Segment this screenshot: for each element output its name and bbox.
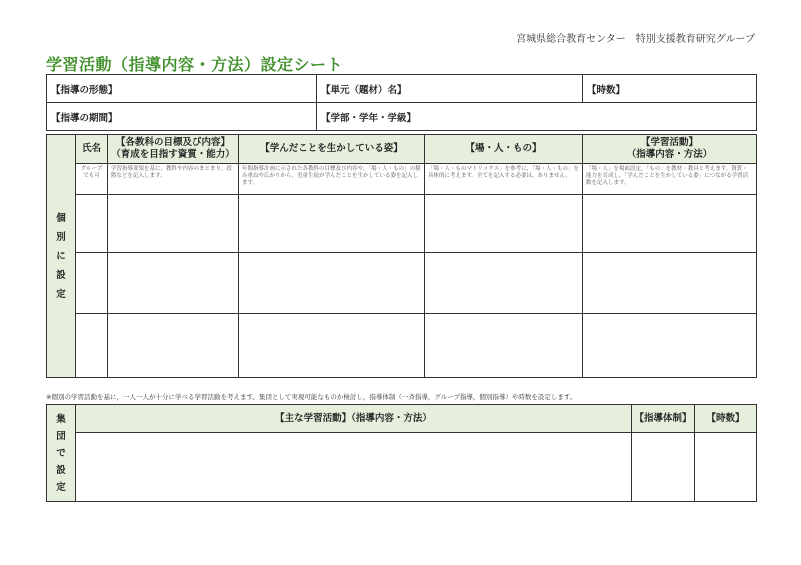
group-setting-table bbox=[46, 404, 757, 502]
learned-cell[interactable] bbox=[239, 314, 425, 378]
place-cell[interactable] bbox=[425, 195, 583, 253]
info-table bbox=[46, 74, 757, 131]
name-cell[interactable] bbox=[76, 314, 108, 378]
goals-hint: 学習指導要領を基に，教科や内容のまとまり，段階などを記入します。 bbox=[108, 164, 239, 195]
place-person-thing-header: 【場・人・もの】 bbox=[425, 135, 583, 164]
individual-setting-table bbox=[46, 134, 757, 378]
name-hint: グループでも可 bbox=[76, 164, 108, 195]
name-cell[interactable] bbox=[76, 253, 108, 314]
guidance-system-header: 【指導体制】 bbox=[632, 405, 695, 433]
place-cell[interactable] bbox=[425, 253, 583, 314]
name-cell[interactable] bbox=[76, 195, 108, 253]
learned-hint: 年間指導計画に示された各教科の目標及び内容や，「場・人・もの」の積み重ねや広がりから，児童生徒が学んだことを生かしている姿を記入します。 bbox=[239, 164, 425, 195]
table-row bbox=[47, 314, 757, 378]
learning-activity-header: 【学習活動】 （指導内容・方法） bbox=[583, 135, 757, 164]
main-activity-header: 【主な学習活動】（指導内容・方法） bbox=[76, 405, 632, 433]
instruction-note: ※個別の学習活動を基に，一人一人が十分に学べる学習活動を考えます。集団として実現可能なものか検討し，指導体制（一斉指導，グループ指導，個別指導）や時数を設定します。 bbox=[46, 393, 577, 401]
individual-side-label: 個 別 に 設 定 bbox=[47, 135, 76, 378]
group-hours-cell[interactable] bbox=[695, 433, 757, 502]
table-row bbox=[47, 253, 757, 314]
goals-cell[interactable] bbox=[108, 195, 239, 253]
activity-cell[interactable] bbox=[583, 314, 757, 378]
hours-field[interactable]: 【時数】 bbox=[583, 75, 757, 103]
guidance-form-field[interactable]: 【指導の形態】 bbox=[47, 75, 317, 103]
goals-cell[interactable] bbox=[108, 253, 239, 314]
department-grade-class-field[interactable]: 【学部・学年・学級】 bbox=[317, 103, 757, 131]
place-cell[interactable] bbox=[425, 314, 583, 378]
name-header: 氏名 bbox=[76, 135, 108, 164]
table-row bbox=[47, 195, 757, 253]
activity-cell[interactable] bbox=[583, 253, 757, 314]
unit-name-field[interactable]: 【単元（題材）名】 bbox=[317, 75, 583, 103]
goals-cell[interactable] bbox=[108, 314, 239, 378]
organization-name: 宮城県総合教育センター 特別支援教育研究グループ bbox=[516, 34, 755, 45]
activity-hint: 「場・人」を場面設定，「もの」を教材・教具と考えます。資質・能力を育成し，「学んだことを生かしている姿」につながる学習活動を記入します。 bbox=[583, 164, 757, 195]
activity-cell[interactable] bbox=[583, 195, 757, 253]
main-activity-cell[interactable] bbox=[76, 433, 632, 502]
learned-cell[interactable] bbox=[239, 195, 425, 253]
group-hours-header: 【時数】 bbox=[695, 405, 757, 433]
learned-header: 【学んだことを生かしている姿】 bbox=[239, 135, 425, 164]
goals-header: 【各教科の目標及び内容】 （育成を目指す資質・能力） bbox=[108, 135, 239, 164]
sheet-title: 学習活動（指導内容・方法）設定シート bbox=[46, 55, 344, 74]
place-hint: 「場・人・ものマトリックス」を参考に，「場・人・もの」を具体的に考えます。全てを記入する必要は，ありません。 bbox=[425, 164, 583, 195]
guidance-period-field[interactable]: 【指導の期間】 bbox=[47, 103, 317, 131]
guidance-system-cell[interactable] bbox=[632, 433, 695, 502]
group-side-label: 集 団 で 設 定 bbox=[47, 405, 76, 502]
learned-cell[interactable] bbox=[239, 253, 425, 314]
